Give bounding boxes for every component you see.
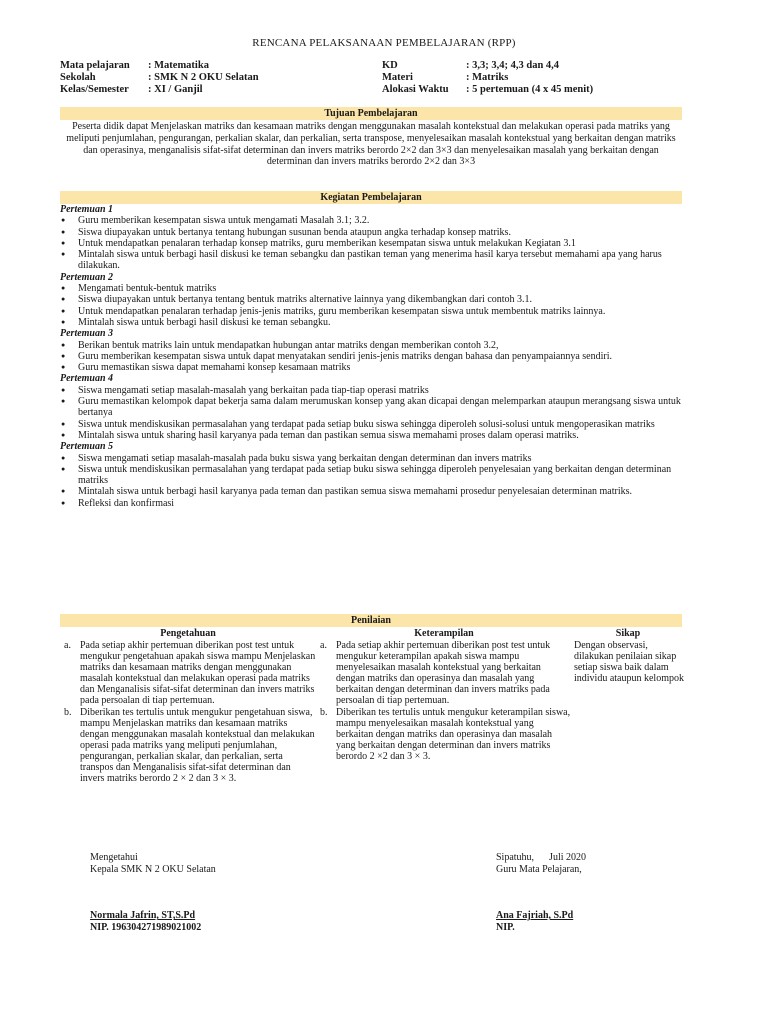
meeting-title: Pertemuan 2 (60, 271, 114, 283)
identity-value: : XI / Ganjil (148, 84, 203, 95)
list-item: ● Untuk mendapatkan penalaran terhadap konsep matriks, guru memberikan kesempatan siswa untuk melakukan Kegiatan 3.1 (60, 238, 684, 249)
kegiatan-list (60, 204, 684, 509)
signature-left (90, 852, 216, 876)
list-marker: b. (64, 706, 72, 718)
identity-row (60, 72, 680, 84)
meeting-items (60, 453, 684, 509)
signatory-nip: NIP. 196304271989021002 (90, 922, 202, 933)
list-text: Diberikan tes tertulis untuk mengukur pengetahuan siswa, mampu Menjelaskan matriks dan kesamaan matriks dengan menggunakan masalah kontekstual dan melakukan operasi pada matriks yang meliputi penjumlahan, pengurangan, perkalian skalar, dan perkalian, serta transpos dan Menganalisis sifat-sifat determinan dan invers matriks berordo 2 × 2 dan 3 × 3. (80, 706, 315, 785)
list-text: Pada setiap akhir pertemuan diberikan post test untuk mengukur pengetahuan apakah siswa mampu Menjelaskan matriks dan kesamaan matriks dengan menggunakan masalah kontekstual dan melakukan operasi pada matriks dan Menganalisis sifat-sifat determinan dan invers matriks pada persoalan di tiap pertemuan. (80, 640, 316, 707)
list-item (60, 640, 316, 707)
list-item: ● Siswa untuk mendiskusikan permasalahan yang terdapat pada setiap buku siswa sehingga diperoleh solusi-solusi untuk mengoperasikan matriks (60, 419, 684, 430)
tujuan-text: Peserta didik dapat Menjelaskan matriks dan kesamaan matriks dengan menggunakan masalah kontekstual dan melakukan operasi pada matriks yang meliputi penjumlahan, pengurangan, perkalian skalar, dan perkalian, serta transpose, menyelesaikan masalah kontekstual yang berkaitan dengan matriks dan operasinya, menganalisis sifat-sifat determinan dan invers matriks berordo 2×2 dan 3×3 dan menyelesaikan masalah yang berkaitan dengan determinan dan invers matriks berordo 2×2 dan 3×3 (66, 121, 676, 168)
list-item: ● Guru memberikan kesempatan siswa untuk mengamati Masalah 3.1; 3.2. (60, 215, 684, 226)
list-marker: b. (320, 706, 328, 718)
signature-right-name-block (496, 910, 573, 934)
list-item: ● Guru memberikan kesempatan siswa untuk dapat menyatakan sendiri jenis-jenis matriks dengan bahasa dan penyampaiannya sendiri. (60, 351, 684, 362)
identity-row (60, 84, 680, 96)
identity-block (60, 60, 680, 96)
identity-label: Kelas/Semester (60, 84, 129, 95)
kegiatan-heading-bar: Kegiatan Pembelajaran (60, 191, 682, 204)
signatory-name: Normala Jafrin, ST,S.Pd (90, 910, 196, 921)
signature-line: Guru Mata Pelajaran, (496, 864, 582, 875)
pengetahuan-column (60, 628, 316, 784)
identity-label: KD (382, 60, 398, 71)
sikap-text: Dengan observasi, dilakukan penilaian sikap setiap siswa baik dalam individu ataupun kelompok (574, 640, 684, 685)
identity-value: : Matematika (148, 60, 209, 71)
identity-value: : 5 pertemuan (4 x 45 menit) (466, 84, 594, 95)
signatory-name: Ana Fajriah, S.Pd (496, 910, 574, 921)
identity-row (60, 60, 680, 72)
list-text: Diberikan tes tertulis untuk mengukur keterampilan siswa, mampu menyelesaikan masalah kontekstual yang berkaitan dengan matriks dan operasinya dan masalah yang berkaitan dengan determinan dan invers matriks berordo 2 ×2 dan 3 × 3. (336, 706, 571, 762)
identity-value: : SMK N 2 OKU Selatan (148, 72, 259, 83)
list-item: ● Mengamati bentuk-bentuk matriks (60, 283, 684, 294)
list-item: ● Untuk mendapatkan penalaran terhadap jenis-jenis matriks, guru memberikan kesempatan siswa untuk membentuk matriks lainnya. (60, 306, 684, 317)
meeting-title: Pertemuan 3 (60, 328, 114, 340)
sikap-column (572, 628, 684, 784)
list-text: Pada setiap akhir pertemuan diberikan post test untuk mengukur keterampilan apakah siswa mampu menyelesaikan masalah kontekstual yang berkaitan dengan matriks dan operasinya dan masalah yang berkaitan dengan determinan dan invers matriks pada persoalan di tiap pertemuan. (336, 640, 551, 707)
sikap-heading: Sikap (615, 628, 641, 639)
meeting-title: Pertemuan 1 (60, 204, 114, 215)
list-marker: a. (64, 640, 71, 651)
list-item (316, 707, 572, 762)
identity-value: : 3,3; 3,4; 4,3 dan 4,4 (466, 60, 560, 71)
keterampilan-column (316, 628, 572, 784)
meeting-items (60, 215, 684, 271)
pengetahuan-heading: Pengetahuan (160, 628, 216, 639)
list-item: ● Mintalah siswa untuk berbagi hasil diskusi ke teman sebangku dan pastikan teman yang menerima hasil karya tersebut memahami apa yang harus dilakukan. (60, 249, 684, 272)
signature-line: Kepala SMK N 2 OKU Selatan (90, 864, 216, 875)
signature-line: Sipatuhu, Juli 2020 (496, 852, 587, 863)
list-item: ● Siswa diupayakan untuk bertanya tentang bentuk matriks alternative lainnya yang dikembangkan dari contoh 3.1. (60, 294, 684, 305)
list-item: ● Mintalah siswa untuk berbagi hasil karyanya pada teman dan pastikan semua siswa memahami prosedur penyelesaian determinan matriks. (60, 486, 684, 497)
list-item: ● Mintalah siswa untuk berbagi hasil diskusi ke teman sebangku. (60, 317, 684, 328)
identity-label: Alokasi Waktu (382, 84, 449, 95)
list-item: ● Guru memastikan kelompok dapat bekerja sama dalam merumuskan konsep yang akan dicapai dengan melemparkan ataupun merangsang siswa untuk bertanya (60, 396, 684, 419)
signature-left-name-block (90, 910, 201, 934)
meeting-title: Pertemuan 4 (60, 373, 114, 385)
keterampilan-heading: Keterampilan (414, 628, 474, 639)
meeting-title: Pertemuan 5 (60, 441, 114, 453)
list-item: ● Siswa mengamati setiap masalah-masalah pada buku siswa yang berkaitan dengan determinan dan invers matriks (60, 453, 684, 464)
list-item (316, 640, 572, 707)
list-item: ● Berikan bentuk matriks lain untuk mendapatkan hubungan antar matriks dengan memberikan contoh 3.2, (60, 340, 684, 351)
meeting-items (60, 340, 684, 374)
list-item: ● Mintalah siswa untuk sharing hasil karyanya pada teman dan pastikan semua siswa memahami proses dalam operasi matriks. (60, 430, 684, 441)
signatory-nip: NIP. (496, 922, 515, 933)
meeting-items (60, 283, 684, 328)
list-item (60, 707, 316, 785)
identity-label: Sekolah (60, 72, 96, 83)
document-title: RENCANA PELAKSANAAN PEMBELAJARAN (RPP) (252, 37, 516, 49)
identity-label: Mata pelajaran (60, 60, 130, 71)
list-item: ● Siswa diupayakan untuk bertanya tentang hubungan susunan benda ataupun angka terhadap konsep matriks. (60, 227, 684, 238)
list-item: ● Refleksi dan konfirmasi (60, 498, 684, 509)
identity-label: Materi (382, 72, 413, 83)
list-item: ● Siswa untuk mendiskusikan permasalahan yang terdapat pada setiap buku siswa sehingga diperoleh penyelesaian yang berkaitan dengan determinan matriks (60, 464, 684, 487)
list-item: ● Siswa mengamati setiap masalah-masalah yang berkaitan pada tiap-tiap operasi matriks (60, 385, 684, 396)
keterampilan-list (316, 640, 572, 762)
list-marker: a. (320, 640, 327, 651)
penilaian-columns (60, 628, 684, 784)
identity-value: : Matriks (466, 72, 509, 83)
signature-line: Mengetahui (90, 852, 138, 863)
signature-right (496, 852, 586, 876)
tujuan-heading-bar: Tujuan Pembelajaran (60, 107, 682, 120)
penilaian-heading-bar: Penilaian (60, 614, 682, 627)
pengetahuan-list (60, 640, 316, 784)
list-item: ● Guru memastikan siswa dapat memahami konsep kesamaan matriks (60, 362, 684, 373)
meeting-items (60, 385, 684, 441)
